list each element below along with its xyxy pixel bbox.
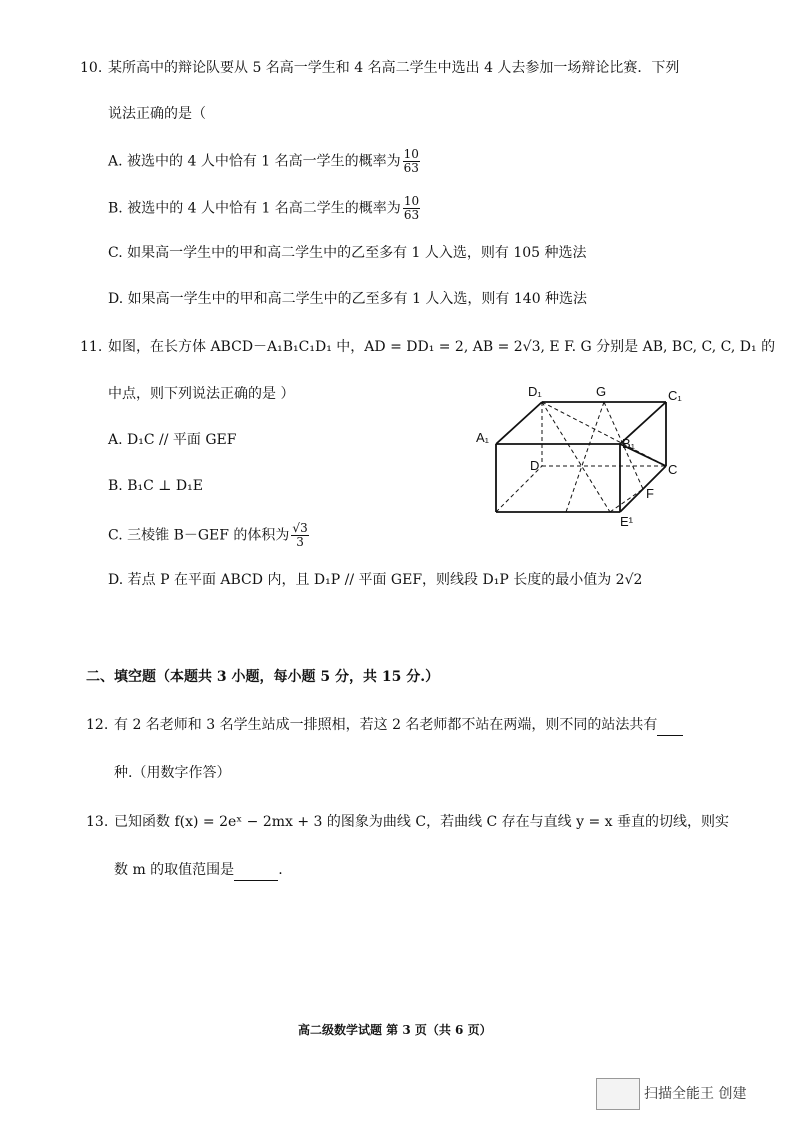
label-d1: D₁ — [528, 384, 542, 399]
label-c: C — [668, 462, 678, 477]
q12-line1-text: 有 2 名老师和 3 名学生站成一排照相，若这 2 名老师都不站在两端，则不同的站法共有 — [114, 717, 658, 733]
q10-stem-line1: 某所高中的辩论队要从 5 名高一学生和 4 名高二学生中选出 4 人去参加一场辩论比赛．下列 — [108, 60, 680, 76]
q13-line2-text: 数 m 的取值范围是 — [114, 862, 235, 878]
segment-d1-e — [542, 402, 610, 512]
q13-line2 — [114, 860, 283, 881]
q11-option-d: D. 若点 P 在平面 ABCD 内，且 D₁P // 平面 GEF，则线段 D₁P 长度的最小值为 2√2 — [108, 572, 643, 588]
q13-answer-blank[interactable] — [234, 860, 278, 881]
q10-number: 10. — [80, 60, 103, 76]
label-d: D — [530, 458, 540, 473]
q10-option-b-numerator: 10 — [403, 194, 420, 208]
label-g: G — [596, 384, 607, 399]
scanner-logo-icon — [596, 1078, 640, 1110]
q10-option-a-fraction — [403, 148, 420, 175]
q10-option-c: C. 如果高一学生中的甲和高二学生中的乙至多有 1 人入选，则有 105 种选法 — [108, 245, 587, 261]
label-c1: C₁ — [668, 388, 682, 403]
q11-option-c-denominator: 3 — [296, 535, 304, 549]
q12-line2: 种.（用数字作答） — [114, 765, 231, 781]
q10-option-b-fraction — [403, 195, 420, 222]
scanner-watermark: 扫描全能王 创建 — [644, 1086, 747, 1102]
q10-option-d: D. 如果高一学生中的甲和高二学生中的乙至多有 1 人入选，则有 140 种选法 — [108, 291, 588, 307]
edge-a1-d1 — [496, 402, 542, 444]
q13-number: 13. — [86, 814, 109, 830]
q12-number: 12. — [86, 717, 109, 733]
label-f: F — [646, 486, 654, 501]
segment-g-e — [566, 402, 604, 512]
q11-stem-line1: 如图，在长方体 ABCD－A₁B₁C₁D₁ 中，AD = DD₁ = 2, AB = 2√3, E F. G 分别是 AB, BC, C, C, D₁ 的 — [108, 339, 776, 355]
q11-option-c-numerator: √3 — [292, 521, 308, 535]
section-heading: 二、填空题（本题共 3 小题，每小题 5 分，共 15 分.） — [86, 669, 440, 685]
cuboid-figure — [470, 378, 700, 538]
q11-option-a: A. D₁C // 平面 GEF — [108, 432, 237, 448]
q10-option-a-numerator: 10 — [403, 147, 419, 161]
q10-stem-line2: 说法正确的是（ — [108, 106, 206, 122]
q12-line1 — [114, 715, 683, 736]
page-footer: 高二级数学试题 第 3 页（共 6 页） — [298, 1023, 492, 1037]
label-a1: A₁ — [476, 430, 490, 445]
q12-answer-blank[interactable] — [657, 715, 683, 736]
q11-stem-line2: 中点，则下列说法正确的是 ） — [108, 386, 295, 402]
segment-e-f — [610, 489, 643, 512]
q10-option-a — [108, 148, 420, 175]
q13-line1: 已知函数 f(x) = 2eˣ − 2mx + 3 的图象为曲线 C，若曲线 C 存在与直线 y = x 垂直的切线，则实 — [114, 814, 730, 830]
q10-option-b — [108, 195, 420, 222]
label-e: E¹ — [620, 514, 633, 529]
q11-option-c — [108, 522, 309, 549]
label-b1: B₁ — [622, 436, 636, 451]
q10-option-b-denominator: 63 — [403, 208, 420, 222]
q11-option-b: B. B₁C ⊥ D₁E — [108, 478, 203, 494]
q11-number: 11. — [80, 339, 103, 355]
edge-b-c — [620, 466, 666, 512]
q11-option-c-text: C. 三棱锥 B－GEF 的体积为 — [108, 527, 290, 544]
q10-option-a-denominator: 63 — [403, 161, 419, 175]
q13-line2-period: . — [278, 862, 283, 878]
q10-option-b-text: B. 被选中的 4 人中恰有 1 名高二学生的概率为 — [108, 200, 401, 217]
q11-option-c-fraction — [291, 522, 308, 549]
q10-option-a-text: A. 被选中的 4 人中恰有 1 名高一学生的概率为 — [108, 153, 401, 170]
